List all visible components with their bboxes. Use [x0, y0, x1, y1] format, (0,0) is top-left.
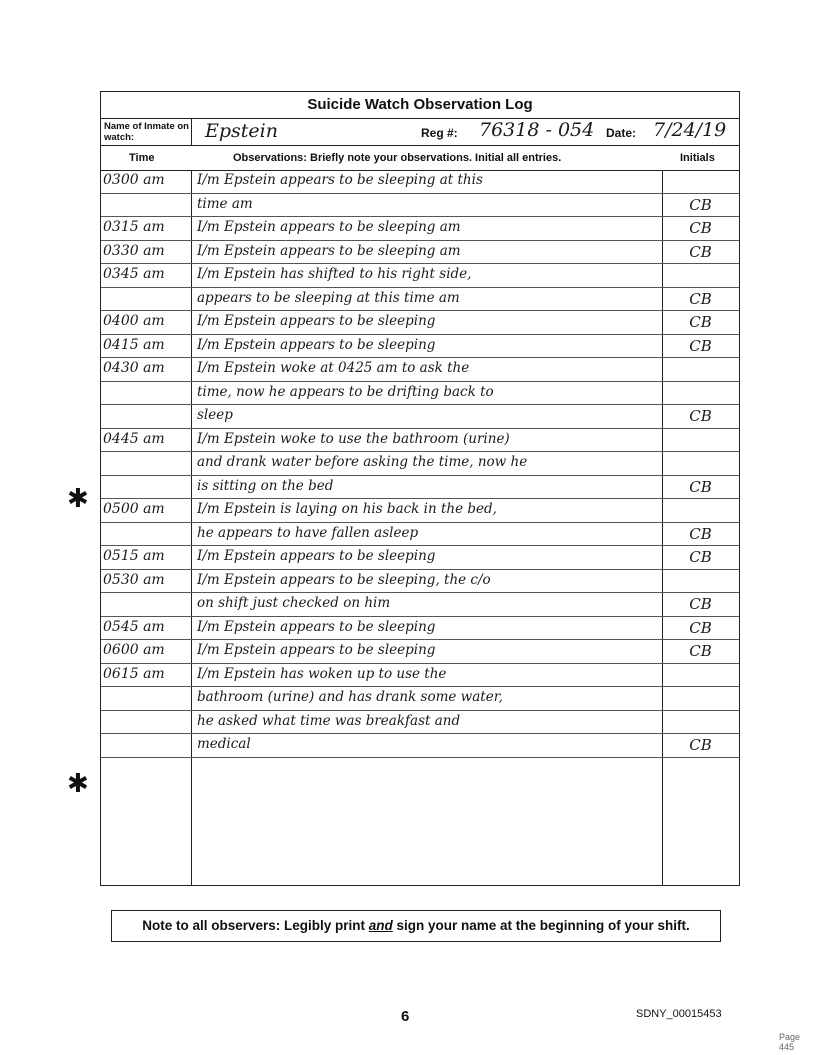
entry-observation: is sitting on the bed — [197, 477, 334, 494]
log-line — [101, 452, 739, 476]
log-line — [101, 217, 739, 241]
page-number: 6 — [401, 1008, 410, 1025]
entry-observation: I/m Epstein appears to be sleeping, the c/o — [197, 571, 491, 588]
entry-observation: I/m Epstein appears to be sleeping am — [197, 242, 461, 259]
entry-time: 0600 am — [103, 642, 165, 658]
log-line — [101, 288, 739, 312]
log-line — [101, 711, 739, 735]
entry-initials: CB — [689, 336, 712, 355]
log-line — [101, 570, 739, 594]
entry-time: 0545 am — [103, 618, 165, 635]
entry-time: 0415 am — [103, 336, 165, 353]
observations-column-header: Observations: Briefly note your observations. Initial all entries. — [233, 152, 562, 164]
entry-initials: CB — [689, 595, 712, 613]
name-label: Name of Inmate on watch: — [104, 121, 189, 143]
reg-label: Reg #: — [421, 126, 458, 140]
log-line — [101, 546, 739, 570]
log-line — [101, 499, 739, 523]
log-line — [101, 382, 739, 406]
asterisk-mark: ✱ — [67, 484, 89, 514]
entry-observation: I/m Epstein appears to be sleeping — [197, 618, 436, 635]
entry-observation: I/m Epstein appears to be sleeping — [197, 336, 436, 353]
log-line — [101, 170, 739, 194]
entry-observation: bathroom (urine) and has drank some water, — [197, 689, 503, 705]
log-line — [101, 593, 739, 617]
column-header-row — [101, 146, 739, 171]
page-count: Page 445 — [779, 1032, 801, 1052]
log-line — [101, 264, 739, 288]
entry-time: 0515 am — [103, 548, 165, 564]
entry-observation: and drank water before asking the time, now he — [197, 454, 528, 470]
entry-time: 0615 am — [103, 665, 165, 682]
initials-column-header: Initials — [680, 152, 715, 164]
entry-initials: CB — [689, 407, 712, 425]
entry-observation: on shift just checked on him — [197, 595, 391, 611]
entry-observation: I/m Epstein is laying on his back in the bed, — [197, 501, 497, 517]
log-line — [101, 734, 739, 758]
entry-time: 0345 am — [103, 266, 165, 282]
entry-observation: I/m Epstein appears to be sleeping — [197, 313, 436, 329]
log-line — [101, 687, 739, 711]
entry-initials: CB — [689, 242, 712, 261]
log-line — [101, 405, 739, 429]
date-label: Date: — [606, 126, 637, 140]
log-line — [101, 194, 739, 218]
entry-time: 0400 am — [103, 313, 165, 329]
entry-observation: I/m Epstein appears to be sleeping at this — [197, 172, 483, 188]
note-emphasis: and — [368, 918, 393, 933]
log-entries — [101, 170, 739, 758]
log-line — [101, 429, 739, 453]
entry-time: 0530 am — [103, 571, 165, 588]
entry-initials: CB — [689, 618, 712, 637]
entry-initials: CB — [689, 477, 712, 496]
time-column-header: Time — [129, 152, 155, 164]
inmate-name: Epstein — [205, 120, 278, 142]
entry-time: 0430 am — [103, 360, 165, 376]
entry-time: 0300 am — [103, 172, 165, 188]
entry-observation: I/m Epstein woke to use the bathroom (urine) — [197, 430, 510, 447]
entry-observation: I/m Epstein has woken up to use the — [197, 665, 447, 682]
log-line — [101, 358, 739, 382]
log-line — [101, 476, 739, 500]
inmate-info-row — [101, 119, 739, 146]
asterisk-mark: ✱ — [67, 769, 89, 799]
entry-observation: he asked what time was breakfast and — [197, 712, 461, 729]
entry-observation: time, now he appears to be drifting back to — [197, 383, 494, 400]
entry-initials: CB — [689, 195, 712, 214]
log-line — [101, 335, 739, 359]
entry-initials: CB — [689, 313, 712, 331]
log-line — [101, 617, 739, 641]
entry-observation: sleep — [197, 407, 233, 423]
form-title: Suicide Watch Observation Log — [101, 92, 739, 119]
entry-initials: CB — [689, 524, 712, 543]
entry-time: 0445 am — [103, 430, 165, 447]
entry-observation: I/m Epstein woke at 0425 am to ask the — [197, 360, 470, 376]
entry-observation: medical — [197, 736, 251, 752]
entry-initials: CB — [689, 642, 712, 660]
log-line — [101, 523, 739, 547]
entry-observation: I/m Epstein appears to be sleeping — [197, 548, 436, 564]
entry-initials: CB — [689, 736, 712, 754]
entry-time: 0330 am — [103, 242, 165, 259]
entry-time: 0315 am — [103, 219, 165, 235]
reg-number: 76318 - 054 — [479, 119, 595, 141]
entry-observation: time am — [197, 195, 253, 212]
entry-initials: CB — [689, 548, 712, 566]
log-line — [101, 640, 739, 664]
bates-number: SDNY_00015453 — [636, 1008, 722, 1020]
log-line — [101, 311, 739, 335]
entry-initials: CB — [689, 219, 712, 237]
entry-observation: appears to be sleeping at this time am — [197, 289, 460, 306]
entry-observation: I/m Epstein appears to be sleeping am — [197, 219, 461, 235]
entry-observation: I/m Epstein appears to be sleeping — [197, 642, 436, 658]
log-line — [101, 664, 739, 688]
entry-time: 0500 am — [103, 501, 165, 517]
observation-log-form — [100, 91, 740, 886]
log-line — [101, 241, 739, 265]
log-date: 7/24/19 — [653, 119, 727, 141]
entry-observation: he appears to have fallen asleep — [197, 524, 419, 541]
observer-note: Note to all observers: Legibly print and sign your name at the beginning of your shift. — [111, 910, 721, 942]
entry-initials: CB — [689, 289, 712, 308]
entry-observation: I/m Epstein has shifted to his right side, — [197, 266, 472, 282]
